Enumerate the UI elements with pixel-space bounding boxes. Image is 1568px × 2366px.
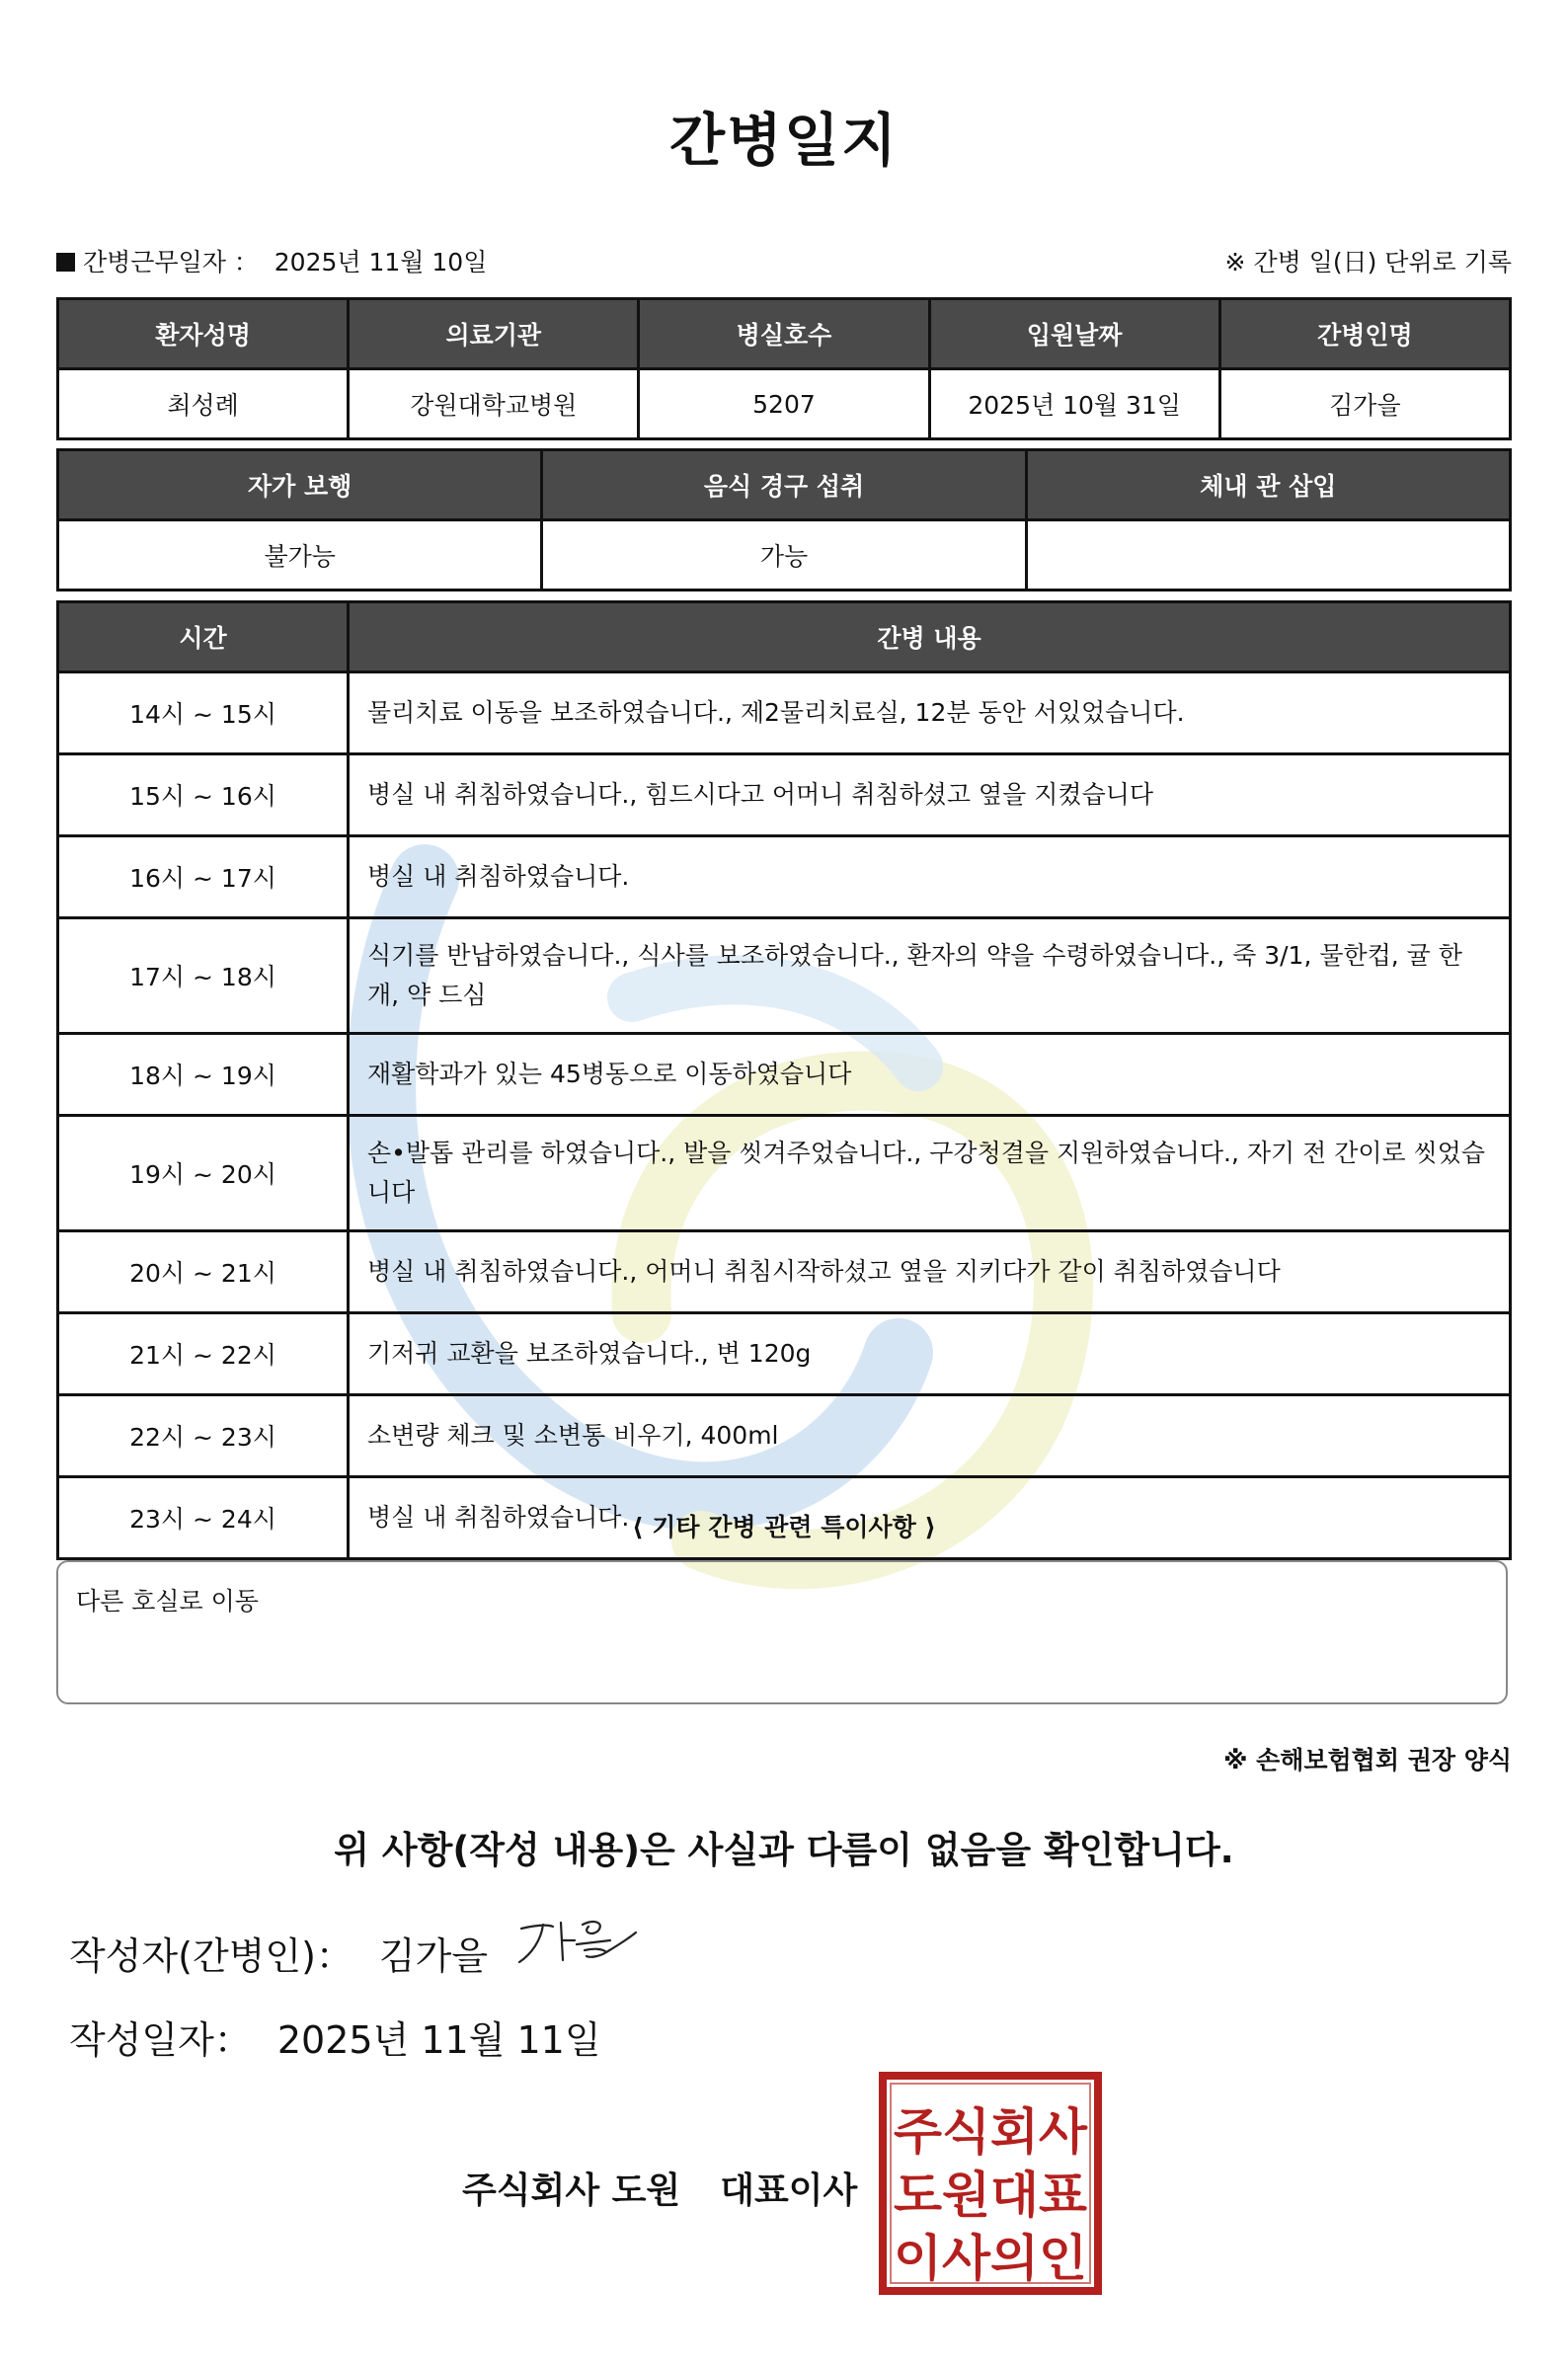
oral-intake-value: 가능 [542,520,1026,591]
extra-notes-heading: ⟨ 기타 간병 관련 특이사항 ⟩ [632,1513,936,1541]
seal-line: 도원대표 [894,2167,1088,2224]
header-room-number: 병실호수 [639,299,929,369]
recommendation-note: ※ 손해보험협회 권장 양식 [1223,1746,1512,1774]
log-time: 20시 ~ 21시 [58,1231,349,1313]
work-date-value: 2025년 11월 10일 [274,248,488,276]
seal-line: 이사의인 [894,2230,1087,2287]
header-hospital: 의료기관 [349,299,639,369]
log-time: 23시 ~ 24시 [58,1477,349,1559]
company-representative: 대표이사 [720,2170,858,2211]
company-name: 주식회사 도원 [462,2170,681,2211]
patient-status-header-row [58,450,1511,520]
care-log-table [56,600,1512,1560]
log-content: 병실 내 취침하였습니다., 힘드시다고 어머니 취침하셨고 옆을 지켰습니다 [349,754,1511,836]
log-content: 재활학과가 있는 45병동으로 이동하였습니다 [349,1034,1511,1116]
table-row [58,754,1511,836]
author-row [69,1926,488,1980]
patient-info-header-row [58,299,1511,369]
hospital-name: 강원대학교병원 [349,369,639,439]
patient-status-table [56,448,1512,592]
written-date-label: 작성일자： [69,2018,252,2062]
patient-info-value-row [58,369,1511,439]
patient-info-table [56,297,1512,440]
table-row [58,1116,1511,1231]
log-content: 병실 내 취침하였습니다., 어머니 취침시작하셨고 옆을 지키다가 같이 취침하였습니다 [349,1231,1511,1313]
table-row [58,918,1511,1034]
author-label: 작성자(간병인)： [69,1934,353,1978]
log-content: 기저귀 교환을 보조하였습니다., 변 120g [349,1313,1511,1395]
header-oral-intake: 음식 경구 섭취 [542,450,1026,520]
log-time: 14시 ~ 15시 [58,672,349,754]
log-time: 22시 ~ 23시 [58,1395,349,1477]
log-time: 17시 ~ 18시 [58,918,349,1034]
admission-date: 2025년 10월 31일 [929,369,1219,439]
header-admission-date: 입원날짜 [929,299,1219,369]
header-time: 시간 [58,602,349,672]
header-care-content: 간병 내용 [349,602,1511,672]
extra-notes-box: 다른 호실로 이동 [56,1560,1508,1704]
confirmation-statement: 위 사항(작성 내용)은 사실과 다름이 없음을 확인합니다. [334,1829,1234,1871]
company-signature-line [462,2163,857,2213]
patient-status-value-row [58,520,1511,591]
log-content: 소변량 체크 및 소변통 비우기, 400ml [349,1395,1511,1477]
log-time: 21시 ~ 22시 [58,1313,349,1395]
log-time: 15시 ~ 16시 [58,754,349,836]
log-content: 병실 내 취침하였습니다. [349,1477,1511,1559]
log-time: 19시 ~ 20시 [58,1116,349,1231]
table-row [58,672,1511,754]
work-date [56,243,487,278]
square-bullet-icon [56,253,75,272]
room-number: 5207 [639,369,929,439]
work-date-label: 간병근무일자 ： [83,248,259,276]
table-row [58,1313,1511,1395]
handwritten-signature [513,1911,642,1970]
author-name: 김가을 [378,1934,489,1978]
log-content: 손•발톱 관리를 하였습니다., 발을 씻겨주었습니다., 구강청결을 지원하였습니다., 자기 전 간이로 씻었습니다 [349,1116,1511,1231]
tube-insertion-value [1026,520,1510,591]
patient-name: 최성례 [58,369,349,439]
table-row [58,836,1511,918]
self-walking-value: 불가능 [58,520,542,591]
log-content: 병실 내 취침하였습니다. [349,836,1511,918]
company-seal-stamp [879,2072,1102,2295]
table-row [58,1034,1511,1116]
header-self-walking: 자가 보행 [58,450,542,520]
written-date-row [69,2010,601,2064]
log-content: 식기를 반납하였습니다., 식사를 보조하였습니다., 환자의 약을 수령하였습니다., 죽 3/1, 물한컵, 귤 한개, 약 드심 [349,918,1511,1034]
log-time: 18시 ~ 19시 [58,1034,349,1116]
header-caregiver-name: 간병인명 [1219,299,1510,369]
log-content: 물리치료 이동을 보조하였습니다., 제2물리치료실, 12분 동안 서있었습니다. [349,672,1511,754]
seal-line: 주식회사 [894,2103,1088,2161]
log-time: 16시 ~ 17시 [58,836,349,918]
written-date-value: 2025년 11월 11일 [276,2018,601,2062]
header-patient-name: 환자성명 [58,299,349,369]
caregiver-name: 김가을 [1219,369,1510,439]
page-title: 간병일지 [668,107,900,174]
table-row [58,1231,1511,1313]
record-unit-note: ※ 간병 일(日) 단위로 기록 [1224,248,1512,276]
table-row [58,1395,1511,1477]
care-log-header-row [58,602,1511,672]
header-tube-insertion: 체내 관 삽입 [1026,450,1510,520]
